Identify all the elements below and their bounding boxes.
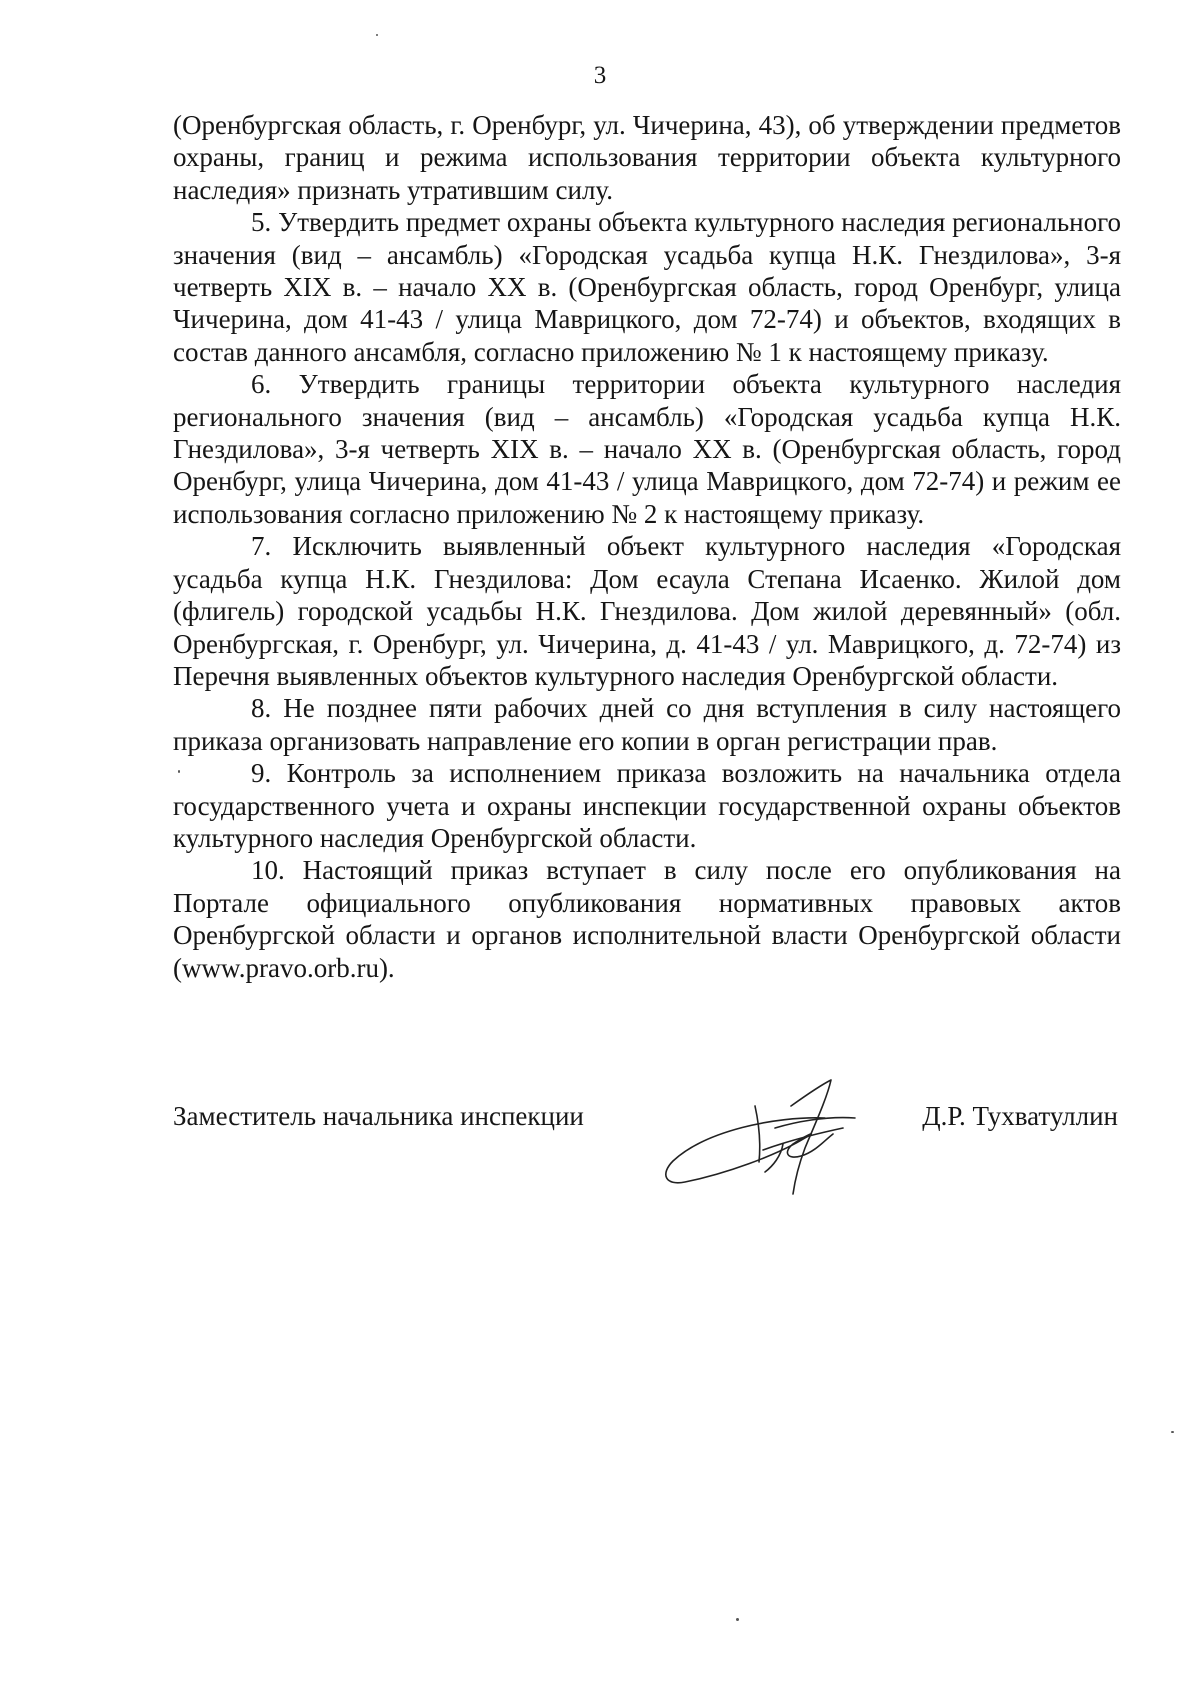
- scan-speck: [178, 770, 180, 773]
- signer-name: Д.Р. Тухватуллин: [922, 1101, 1118, 1131]
- signature-block: [0, 1094, 1200, 1214]
- paragraph-item-9: 9. Контроль за исполнением приказа возложить на начальника отдела государственного учета и охраны инспекции государственной охраны объектов культурного наследия Оренбургской области.: [173, 758, 1121, 853]
- scan-speck: [376, 34, 378, 36]
- page-number: 3: [593, 62, 607, 89]
- scan-speck: [736, 1618, 739, 1621]
- scan-speck: [1171, 1431, 1174, 1433]
- paragraph-item-5: 5. Утвердить предмет охраны объекта культурного наследия регионального значения (вид – ансамбль) «Городская усадьба купца Н.К. Гнездилова», 3-я четверть XIX в. – начало XX в. (Оренбургская область, город Оренбург, улица Чичерина, дом 41-43 / улица Маврицкого, дом 72-74) и объектов, входящих в состав данного ансамбля, согласно приложению № 1 к настоящему приказу.: [173, 207, 1121, 367]
- handwritten-signature: [655, 1076, 885, 1206]
- signer-title: Заместитель начальника инспекции: [173, 1101, 584, 1131]
- paragraph-item-10: 10. Настоящий приказ вступает в силу после его опубликования на Портале официального опубликования нормативных правовых актов Оренбургской области и органов исполнительной власти Оренбургской области (www.pravo.orb.ru).: [173, 855, 1121, 983]
- paragraph-item-6: 6. Утвердить границы территории объекта культурного наследия регионального значения (вид – ансамбль) «Городская усадьба купца Н.К. Гнездилова», 3-я четверть XIX в. – начало XX в. (Оренбургская область, город Оренбург, улица Чичерина, дом 41-43 / улица Маврицкого, дом 72-74) и режим ее использования согласно приложению № 2 к настоящему приказу.: [173, 369, 1121, 529]
- document-body: [173, 109, 1121, 984]
- paragraph-continuation: (Оренбургская область, г. Оренбург, ул. Чичерина, 43), об утверждении предметов охраны, границ и режима использования территории объекта культурного наследия» признать утратившим силу.: [173, 110, 1121, 205]
- paragraph-item-8: 8. Не позднее пяти рабочих дней со дня вступления в силу настоящего приказа организовать направление его копии в орган регистрации прав.: [173, 693, 1121, 756]
- paragraph-item-7: 7. Исключить выявленный объект культурного наследия «Городская усадьба купца Н.К. Гнездилова: Дом есаула Степана Исаенко. Жилой дом (флигель) городской усадьбы Н.К. Гнездилова. Дом жилой деревянный» (обл. Оренбургская, г. Оренбург, ул. Чичерина, д. 41-43 / ул. Маврицкого, д. 72-74) из Перечня выявленных объектов культурного наследия Оренбургской области.: [173, 531, 1121, 691]
